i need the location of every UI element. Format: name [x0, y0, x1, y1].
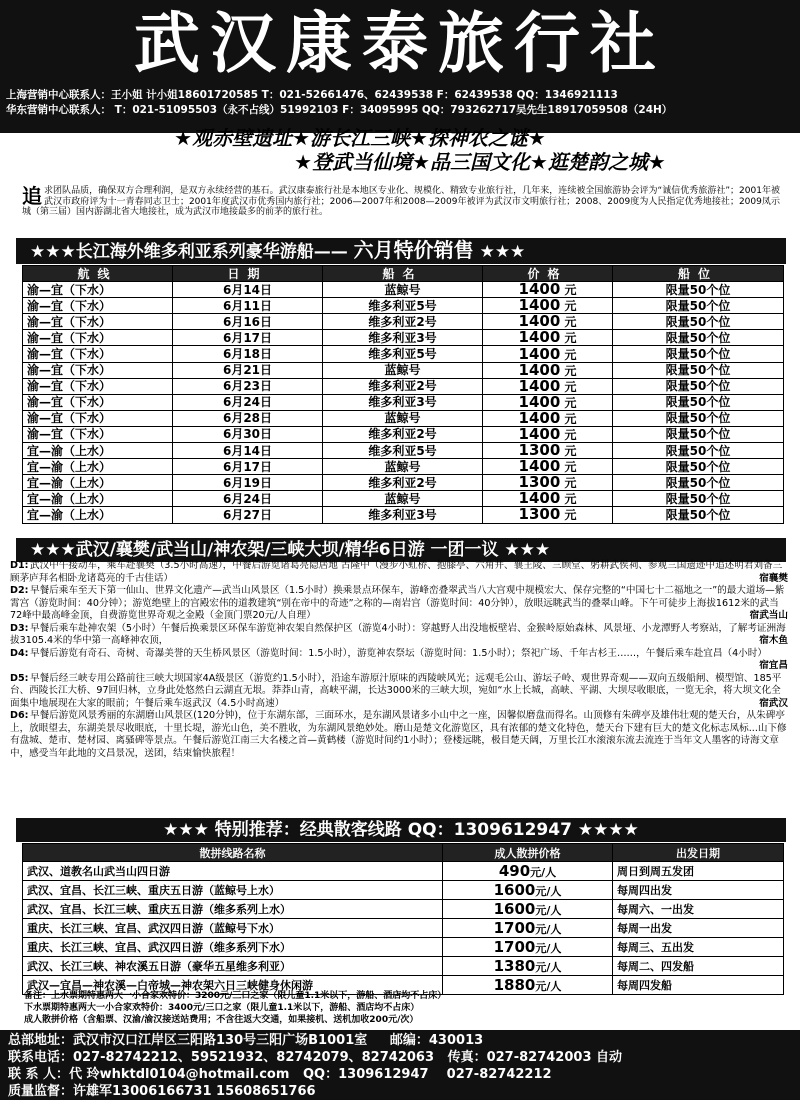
price-cell: [483, 298, 613, 314]
cruise-row: [23, 282, 784, 298]
route-cell: 宜—渝（上水）: [23, 491, 173, 507]
ship-cell: 蓝鲸号: [323, 410, 483, 426]
date-cell: 6月28日: [173, 410, 323, 426]
route-cell: 渝—宜（下水）: [23, 394, 173, 410]
day-overnight: 宿宜昌: [759, 660, 788, 671]
cruise-row: [23, 410, 784, 426]
price-unit: 元: [564, 427, 577, 442]
price-unit: 元: [564, 347, 577, 362]
scatter-row: [23, 919, 784, 938]
route-cell: 宜—渝（上水）: [23, 475, 173, 491]
cruise-row: [23, 443, 784, 459]
price-value: 1400: [518, 281, 561, 298]
contact-qq: QQ：1309612947: [303, 1067, 429, 1082]
col-berth: 船位: [613, 266, 784, 282]
day-label: D1:: [10, 560, 29, 571]
berth-cell: 限量50个位: [613, 314, 784, 330]
day-label: D3:: [10, 622, 29, 634]
contact-label: 联 系 人：: [8, 1067, 70, 1082]
agency-introduction: [22, 186, 780, 218]
cruise-table-header: [23, 266, 784, 282]
route-cell: 渝—宜（下水）: [23, 282, 173, 298]
tour-itinerary: [10, 560, 788, 760]
col-date: 日期: [173, 266, 323, 282]
cruise-row: [23, 298, 784, 314]
price-value: 1400: [518, 362, 561, 379]
ship-cell: 维多利亚2号: [323, 378, 483, 394]
quality-value: 许雄军13006166731 15608651766: [73, 1084, 316, 1099]
scatter-route-table: [22, 843, 784, 995]
price-value: 1400: [518, 394, 561, 411]
price-value: 1300: [518, 506, 561, 523]
route-name-cell: 武汉—宜昌—神农溪—白帝城—神农架六日三峡健身休闲游: [23, 976, 443, 995]
cruise-band-end: ★★★: [479, 242, 526, 262]
day-description: 早餐后乘车至天下第一仙山、世界文化遗产—武当山风景区（1.5小时）换乘景点环保车，游峰峦叠翠武当八大宫观中规模宏大、保存完整的“中国七十二福地之一”的最大道场—紫霄宫（游览时间：40分钟）；游览绝壁上的宫殿宏伟的道教建筑“别在帝中的奇迹”之称的—南岩宫（游览时间：40分钟），放眼远眺武当的叠翠山峰。下午可徒步上海拔1612米的武当72峰中最高峰金顶，自费游览世界奇观之金殿（金顶门票20元/人自理）: [10, 585, 785, 621]
price-unit: 元: [564, 299, 577, 314]
intro-lead-char: 追: [22, 184, 42, 208]
zip-code: 邮编：430013: [389, 1033, 484, 1048]
date-cell: 6月30日: [173, 426, 323, 442]
date-cell: 6月21日: [173, 362, 323, 378]
route-name-cell: 武汉、道教名山武当山四日游: [23, 862, 443, 881]
date-cell: 6月23日: [173, 378, 323, 394]
route-cell: 渝—宜（下水）: [23, 378, 173, 394]
ship-cell: 维多利亚3号: [323, 330, 483, 346]
cruise-row: [23, 330, 784, 346]
col-route-name: 散拼线路名称: [23, 844, 443, 862]
price-cell: [483, 394, 613, 410]
footer-quality-row: [8, 1083, 792, 1100]
berth-cell: 限量50个位: [613, 491, 784, 507]
tour-band: ★★★武汉/襄樊/武当山/神农架/三峡大坝/精华6日游 一团一议 ★★★: [16, 538, 786, 562]
day-label: D2:: [10, 585, 29, 596]
footer-phone-row: [8, 1049, 792, 1066]
day-description: 武汉中午接动车，乘车赴襄樊（3.5小时高速），中餐后游览诸葛亮隐居地 古隆中（漫步小虹桥、抱膝亭、六角井、襄王陵、三顾堂、躬耕武侯祠、参观三国遗迹中追述明君刘备三顾茅庐拜名相卧龙诸葛亮的千古佳话）: [10, 560, 783, 584]
route-name-cell: 重庆、长江三峡、宜昌、武汉四日游（维多系列下水）: [23, 938, 443, 957]
ship-cell: 蓝鲸号: [323, 362, 483, 378]
adult-price-cell: [443, 919, 613, 938]
contact-phone: 027-82742212: [446, 1067, 552, 1082]
col-adult-price: 成人散拼价格: [443, 844, 613, 862]
route-name-cell: 重庆、长江三峡、宜昌、武汉四日游（蓝鲸号下水）: [23, 919, 443, 938]
ship-cell: 维多利亚2号: [323, 314, 483, 330]
phone-label: 联系电话：: [8, 1050, 74, 1065]
adult-price-value: 1700: [493, 938, 536, 956]
adult-price-unit: 元/人: [535, 885, 562, 898]
route-cell: 渝—宜（下水）: [23, 298, 173, 314]
route-cell: 宜—渝（上水）: [23, 459, 173, 475]
departure-cell: 每周一出发: [613, 919, 784, 938]
adult-price-unit: 元/人: [535, 923, 562, 936]
price-unit: 元: [564, 492, 577, 507]
ship-cell: 维多利亚2号: [323, 475, 483, 491]
berth-cell: 限量50个位: [613, 346, 784, 362]
day-overnight: 宿武当山: [749, 610, 788, 621]
slogan-line-2: ★登武当仙境★品三国文化★逛楚韵之城★: [294, 150, 666, 174]
cruise-row: [23, 346, 784, 362]
cruise-row: [23, 362, 784, 378]
address-value: 武汉市汉口江岸区三阳路130号三阳广场B1001室: [73, 1033, 368, 1048]
day-overnight: 宿襄樊: [759, 572, 788, 584]
slogan-line-1: ★观赤壁遗址★游长江三峡★探神农之谜★: [174, 126, 546, 150]
price-unit: 元: [564, 315, 577, 330]
col-price: 价格: [483, 266, 613, 282]
price-value: 1400: [518, 329, 561, 346]
adult-price-cell: [443, 938, 613, 957]
note-line: 成人散拼价格（含船票、汉渝/渝汉接送站费用；不含往返大交通，如果接机、送机加收200元/次）: [24, 1015, 419, 1025]
ship-cell: 维多利亚3号: [323, 507, 483, 523]
day-description: 早餐后经三峡专用公路前往三峡大坝国家4A级景区（游览约1.5小时），沿途车游原汁原味的西陵峡风光；远观毛公山、游坛子岭、观世界奇观——双向五级船闸、模型馆、185平台、西陵长江大桥、97回归林，立身此处悠然白云湖直无垠。莽莽山青，高峡平湖，长达3000米的三峡大坝，宛如“水上长城，高峡、平湖、大坝尽收眼底，一览无余，将大坝文化全面集中地展现在大家的眼前；午餐后乘车返武汉（4.5小时高速）: [10, 672, 782, 709]
price-value: 1400: [518, 378, 561, 395]
scatter-row: [23, 938, 784, 957]
berth-cell: 限量50个位: [613, 459, 784, 475]
contact-email[interactable]: 代 玲whktdl0104@hotmail.com: [69, 1067, 290, 1082]
adult-price-unit: 元/人: [535, 942, 562, 955]
price-value: 1400: [518, 410, 561, 427]
departure-cell: 每周二、四发船: [613, 957, 784, 976]
date-cell: 6月14日: [173, 443, 323, 459]
footer-contact-row: [8, 1066, 792, 1083]
price-value: 1400: [518, 345, 561, 363]
day-description: 早餐后乘车赴神农架（5小时）午餐后换乘景区环保车游览神农架自然保护区（游览4小时）：穿越野人出没地板壁岩、金猴岭原始森林、风景垭、小龙潭野人考察站，了解考证洲海拔3105.4米的华中第一高峰神农顶，: [10, 622, 786, 646]
price-unit: 元: [564, 460, 577, 475]
date-cell: 6月18日: [173, 346, 323, 362]
price-cell: [483, 410, 613, 426]
route-name-cell: 武汉、宜昌、长江三峡、重庆五日游（蓝鲸号上水）: [23, 881, 443, 900]
adult-price-unit: 元/人: [535, 980, 562, 993]
berth-cell: 限量50个位: [613, 410, 784, 426]
route-cell: 渝—宜（下水）: [23, 330, 173, 346]
price-unit: 元: [564, 363, 577, 378]
day-label: D4:: [10, 647, 29, 659]
ship-cell: 蓝鲸号: [323, 282, 483, 298]
price-cell: [483, 491, 613, 507]
berth-cell: 限量50个位: [613, 362, 784, 378]
price-cell: [483, 378, 613, 394]
route-cell: 渝—宜（下水）: [23, 410, 173, 426]
departure-cell: 每周三、五出发: [613, 938, 784, 957]
price-value: 1400: [518, 297, 561, 314]
scatter-band: ★★★ 特别推荐：经典散客线路 QQ：1309612947 ★★★★: [16, 818, 786, 842]
date-cell: 6月19日: [173, 475, 323, 491]
departure-cell: 每周六、一出发: [613, 900, 784, 919]
price-value: 1300: [518, 474, 561, 491]
price-cell: [483, 426, 613, 442]
price-unit: 元: [564, 331, 577, 346]
footer-contact: [0, 1030, 800, 1100]
berth-cell: 限量50个位: [613, 330, 784, 346]
cruise-row: [23, 507, 784, 523]
cruise-row: [23, 314, 784, 330]
ship-cell: 维多利亚2号: [323, 426, 483, 442]
scatter-row: [23, 900, 784, 919]
date-cell: 6月14日: [173, 282, 323, 298]
cruise-price-table: [22, 265, 784, 524]
cruise-row: [23, 475, 784, 491]
ship-cell: 蓝鲸号: [323, 491, 483, 507]
price-value: 1400: [518, 490, 561, 507]
berth-cell: 限量50个位: [613, 378, 784, 394]
itinerary-day: [10, 647, 788, 671]
price-cell: [483, 330, 613, 346]
price-cell: [483, 314, 613, 330]
date-cell: 6月24日: [173, 394, 323, 410]
adult-price-unit: 元/人: [535, 904, 562, 917]
col-departure: 出发日期: [613, 844, 784, 862]
adult-price-value: 1600: [493, 900, 536, 918]
date-cell: 6月17日: [173, 330, 323, 346]
footer-address-row: [8, 1032, 792, 1049]
berth-cell: 限量50个位: [613, 282, 784, 298]
day-description: 早餐后游览有奇石、奇树、奇瀑美誉的天生桥风景区（游览时间：1.5小时），游览神农祭坛（游览时间：1.5小时）；祭祀广场、千年古杉王……，午餐后乘车赴宜昌（4小时）: [30, 647, 767, 659]
price-cell: [483, 346, 613, 362]
cruise-row: [23, 459, 784, 475]
berth-cell: 限量50个位: [613, 443, 784, 459]
scatter-row: [23, 881, 784, 900]
price-unit: 元: [564, 508, 577, 523]
note-line: 下水票期特惠两大一小合家欢特价：3400元/三口之家（限儿童1.1米以下，游船、酒店均不占床）: [24, 1003, 420, 1013]
agency-title: 武汉康泰旅行社: [134, 5, 666, 82]
itinerary-day: [10, 585, 788, 623]
note-line: 备注：上水票期特惠两大一小合家欢特价：3200元/三口之家（限儿童1.1米以下，游船、酒店均不占床）: [24, 991, 447, 1001]
adult-price-value: 1600: [493, 881, 536, 899]
price-unit: 元: [564, 283, 577, 298]
quality-label: 质量监督：: [8, 1084, 74, 1099]
route-cell: 渝—宜（下水）: [23, 314, 173, 330]
fax-value: 传真：027-82742003 自动: [447, 1050, 623, 1065]
itinerary-day: [10, 673, 788, 711]
date-cell: 6月17日: [173, 459, 323, 475]
adult-price-unit: 元/人: [530, 866, 557, 879]
cruise-row: [23, 426, 784, 442]
day-label: D5:: [10, 672, 29, 684]
date-cell: 6月27日: [173, 507, 323, 523]
scatter-row: [23, 862, 784, 881]
price-cell: [483, 475, 613, 491]
header-banner: [0, 0, 800, 133]
route-cell: 渝—宜（下水）: [23, 362, 173, 378]
route-cell: 渝—宜（下水）: [23, 426, 173, 442]
cruise-band-highlight: 六月特价销售: [353, 238, 474, 262]
date-cell: 6月11日: [173, 298, 323, 314]
berth-cell: 限量50个位: [613, 475, 784, 491]
shanghai-contact: 上海营销中心联系人：王小姐 计小姐18601720585 T：021-52661476、62439538 F：62439538 QQ：1346921113: [6, 89, 618, 101]
price-value: 1400: [518, 426, 561, 443]
price-unit: 元: [564, 411, 577, 426]
itinerary-day: [10, 710, 788, 760]
price-cell: [483, 362, 613, 378]
route-cell: 渝—宜（下水）: [23, 346, 173, 362]
price-unit: 元: [564, 395, 577, 410]
price-value: 1400: [518, 313, 561, 330]
price-value: 1400: [518, 458, 561, 475]
route-cell: 宜—渝（上水）: [23, 443, 173, 459]
day-label: D6:: [10, 710, 29, 721]
cruise-row: [23, 491, 784, 507]
departure-cell: 每周四出发: [613, 881, 784, 900]
price-cell: [483, 443, 613, 459]
scatter-notes: [24, 990, 784, 1026]
adult-price-cell: [443, 957, 613, 976]
berth-cell: 限量50个位: [613, 507, 784, 523]
itinerary-day: [10, 560, 788, 585]
adult-price-cell: [443, 900, 613, 919]
cruise-row: [23, 394, 784, 410]
scatter-table-header: [23, 844, 784, 862]
adult-price-value: 490: [498, 862, 531, 880]
address-label: 总部地址：: [8, 1033, 74, 1048]
adult-price-cell: [443, 862, 613, 881]
date-cell: 6月24日: [173, 491, 323, 507]
date-cell: 6月16日: [173, 314, 323, 330]
berth-cell: 限量50个位: [613, 426, 784, 442]
berth-cell: 限量50个位: [613, 298, 784, 314]
adult-price-unit: 元/人: [535, 961, 562, 974]
adult-price-value: 1880: [493, 976, 536, 994]
day-description: 早餐后游览风景秀丽的东湖磨山风景区(120分钟)，位于东湖东部，三面环水，是东湖风景诸多小山中之一座，因馨似磨盘而得名。山顶修有朱碑亭及雄伟壮观的楚天台，从朱碑亭上，放眼望去，东湖美景尽收眼底，十里长堤，游光山色，美不胜收，为东湖风景绝妙处。磨山是楚文化游览区，具有浓郁的楚文化特色，楚天台下建有巨大的楚文化标志凤标...山下修有盘城、楚市、楚材园、离骚碑等景点。午餐后游览江南三大名楼之首—黄鹤楼（游览时间约1小时）；登楼远眺，极目楚天阔，万里长江水滚滚东流去流连于当年文人墨客的诗海文章中，感受当年此地的文昌景况，送团，结束愉快旅程！: [10, 710, 787, 759]
ship-cell: 维多利亚5号: [323, 346, 483, 362]
price-cell: [483, 507, 613, 523]
price-unit: 元: [564, 379, 577, 394]
departure-cell: 周日到周五发团: [613, 862, 784, 881]
departure-cell: 每周四发船: [613, 976, 784, 995]
price-cell: [483, 282, 613, 298]
adult-price-value: 1700: [493, 919, 536, 937]
cruise-row: [23, 378, 784, 394]
scatter-row: [23, 957, 784, 976]
day-overnight: 宿木鱼: [759, 635, 788, 646]
phone-value: 027-82742212、59521932、82742079、82742063: [73, 1050, 435, 1065]
ship-cell: 维多利亚5号: [323, 298, 483, 314]
cruise-band-text: ★★★长江海外维多利亚系列豪华游船——: [30, 242, 348, 262]
price-unit: 元: [564, 444, 577, 459]
cruise-sale-band: [16, 238, 786, 264]
day-overnight: 宿武汉: [759, 697, 788, 709]
berth-cell: 限量50个位: [613, 394, 784, 410]
east-china-contact: 华东营销中心联系人： T：021-51095503（永不占线）51992103 F：34095995 QQ：793262717吴先生18917059508（24H）: [6, 104, 673, 116]
adult-price-cell: [443, 881, 613, 900]
price-cell: [483, 459, 613, 475]
col-ship: 船名: [323, 266, 483, 282]
intro-text: 求团队品质，确保双方合理利润，是双方永续经营的基石。武汉康泰旅行社是本地区专业化、规模化、精致专业旅行社，几年来，连续被全国旅游协会评为“诚信优秀旅游社”；2001年被武汉市政府评为十一青春同志卫士；2001年度武汉市优秀国内旅行社；2006—2007年和2008—2009年被评为武汉市文明旅行社；2008、2009度为人民指定优秀地接社；2009凤示城（第三届）国内游湖北省大地接社，成为武汉市地接最多的前茅的旅行社。: [22, 186, 780, 217]
route-name-cell: 武汉、宜昌、长江三峡、重庆五日游（维多系列上水）: [23, 900, 443, 919]
route-name-cell: 武汉、长江三峡、神农溪五日游（豪华五星维多利亚）: [23, 957, 443, 976]
col-route: 航线: [23, 266, 173, 282]
route-cell: 宜—渝（上水）: [23, 507, 173, 523]
ship-cell: 维多利亚3号: [323, 394, 483, 410]
itinerary-day: [10, 623, 788, 648]
price-unit: 元: [564, 476, 577, 491]
ship-cell: 维多利亚5号: [323, 443, 483, 459]
ship-cell: 蓝鲸号: [323, 459, 483, 475]
adult-price-value: 1380: [493, 957, 536, 975]
price-value: 1300: [518, 442, 561, 459]
